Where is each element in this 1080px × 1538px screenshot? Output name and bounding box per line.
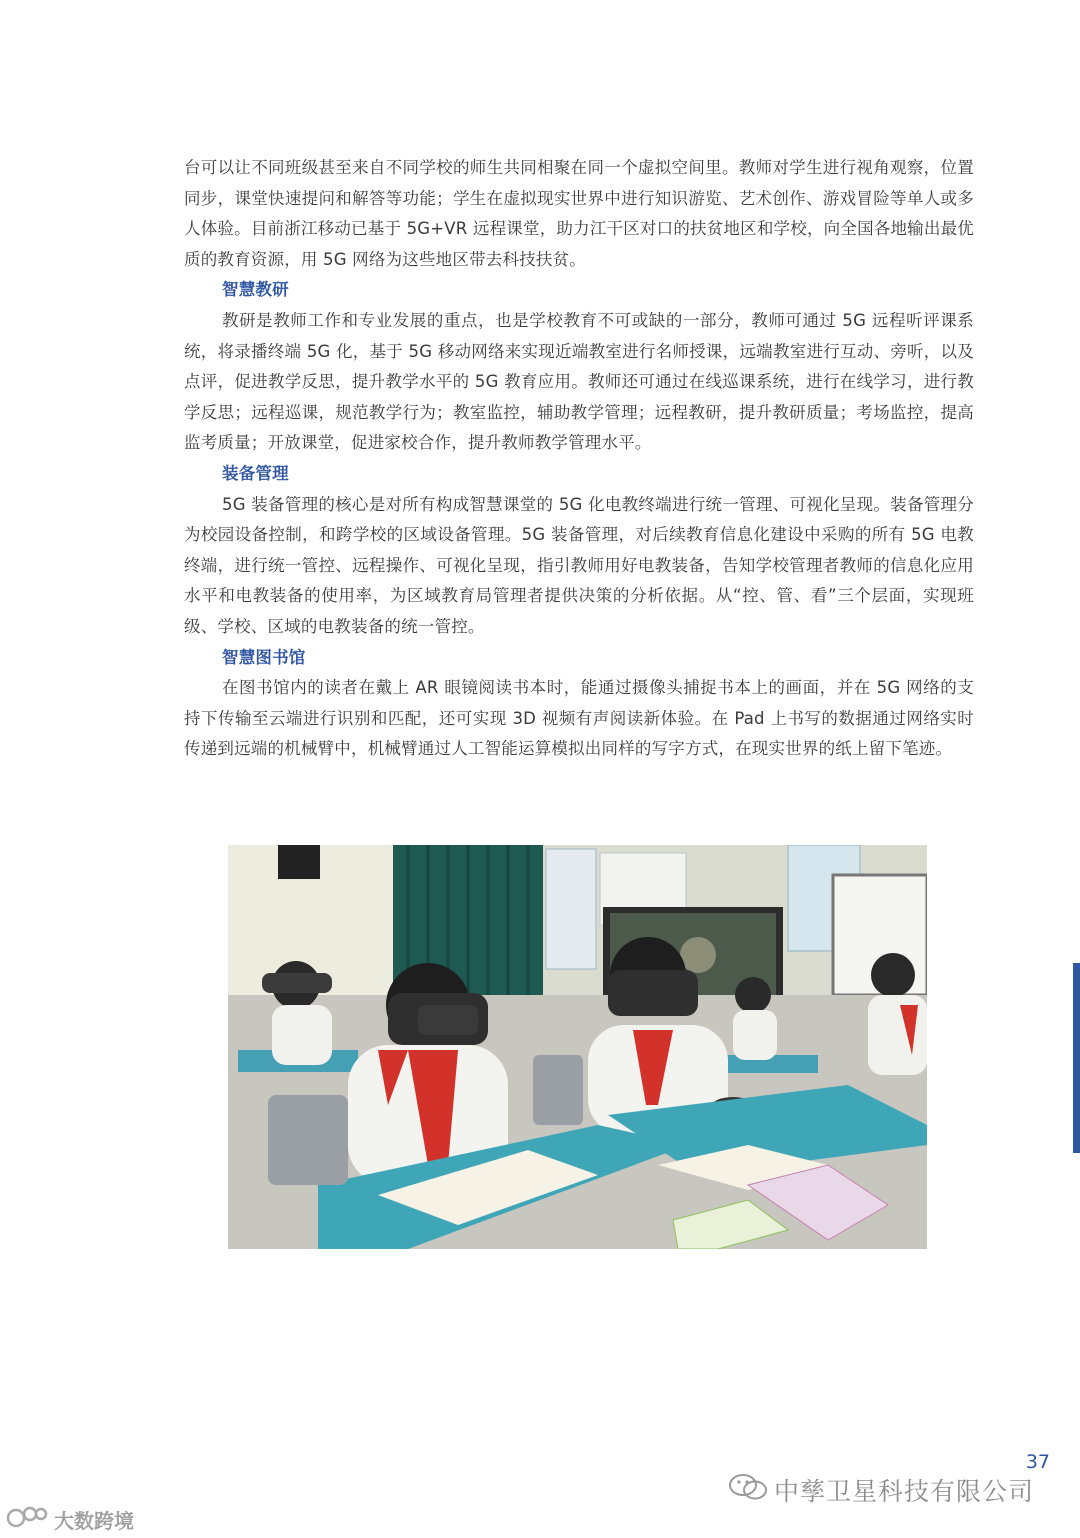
publisher-watermark bbox=[728, 1470, 1034, 1510]
publisher-watermark-text: 中孳卫星科技有限公司 bbox=[774, 1477, 1035, 1506]
library-paragraph: 在图书馆内的读者在戴上 AR 眼镜阅读书本时，能通过摄像头捕捉书本上的画面，并在 5G 网络的支持下传输至云端进行识别和匹配，还可实现 3D 视频有声阅读新体验。在 Pad 上书写的数据通过网络实时传递到远端的机械臂中，机械臂通过人工智能运算模拟出同样的写字方式，在现实世界的纸上留下笔迹。 bbox=[184, 678, 974, 759]
section-heading-research: 智慧教研 bbox=[222, 280, 289, 300]
accent-side-bar bbox=[1073, 963, 1080, 1153]
classroom-vr-photo bbox=[228, 845, 927, 1249]
brand-logo-icon bbox=[6, 1504, 48, 1535]
equipment-paragraph: 5G 装备管理的核心是对所有构成智慧课堂的 5G 化电教终端进行统一管理、可视化呈现。装备管理分为校园设备控制，和跨学校的区域设备管理。5G 装备管理，对后续教育信息化建设中采购的所有 5G 电教终端，进行统一管控、远程操作、可视化呈现，指引教师用好电教装备，告知学校管理者教师的信息化应用水平和电教装备的使用率，为区域教育局管理者提供决策的分析依据。从“控、管、看”三个层面，实现班级、学校、区域的电教装备的统一管控。 bbox=[184, 494, 974, 636]
research-paragraph: 教研是教师工作和专业发展的重点，也是学校教育不可或缺的一部分，教师可通过 5G 远程听评课系统，将录播终端 5G 化，基于 5G 移动网络来实现近端教室进行名师授课，远端教室进行互动、旁听，以及点评，促进教学反思，提升教学水平的 5G 教育应用。教师还可通过在线巡课系统，进行在线学习，进行教学反思；远程巡课，规范教学行为；教室监控，辅助教学管理；远程教研，提升教研质量；考场监控，提高监考质量；开放课堂，促进家校合作，提升教师教学管理水平。 bbox=[184, 310, 974, 453]
brand-watermark-text: 大数跨境 bbox=[54, 1508, 134, 1533]
wechat-icon bbox=[728, 1472, 768, 1508]
section-heading-equipment: 装备管理 bbox=[222, 463, 289, 483]
brand-watermark bbox=[6, 1502, 134, 1536]
article-body bbox=[184, 153, 974, 765]
page-number: 37 bbox=[1025, 1451, 1050, 1473]
section-heading-library: 智慧图书馆 bbox=[222, 647, 306, 667]
intro-paragraph: 台可以让不同班级甚至来自不同学校的师生共同相聚在同一个虚拟空间里。教师对学生进行视角观察，位置同步，课堂快速提问和解答等功能；学生在虚拟现实世界中进行知识游览、艺术创作、游戏冒险等单人或多人体验。目前浙江移动已基于 5G+VR 远程课堂，助力江干区对口的扶贫地区和学校，向全国各地输出最优质的教育资源，用 5G 网络为这些地区带去科技扶贫。 bbox=[184, 158, 974, 269]
